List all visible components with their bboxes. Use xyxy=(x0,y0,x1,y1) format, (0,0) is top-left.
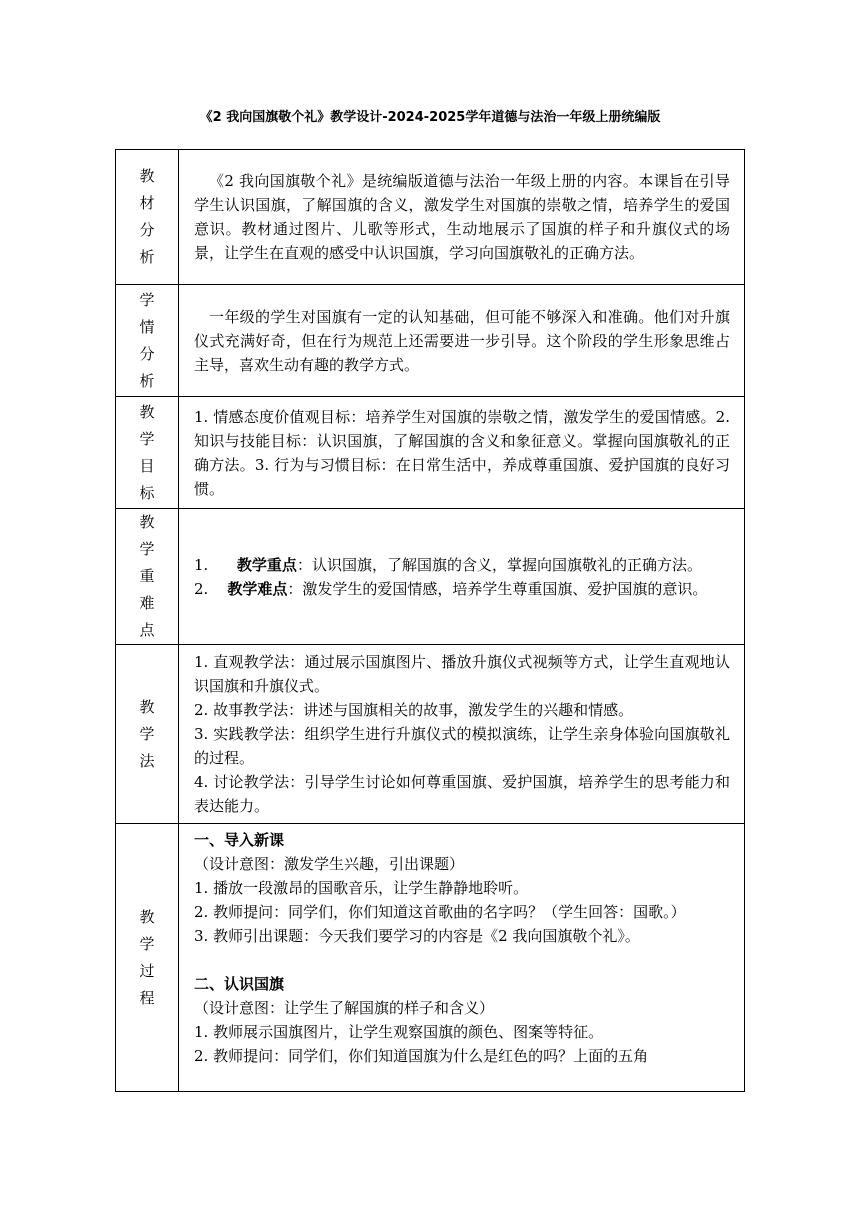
method-item: 4. 讨论教学法：引导学生讨论如何尊重国旗、爱护国旗，培养学生的思考能力和表达能力。 xyxy=(194,773,730,815)
label-char: 目 xyxy=(139,456,155,475)
table-row-teaching-process xyxy=(116,824,745,1092)
row-label-teaching-goals xyxy=(116,397,179,509)
process-step: 2. 教师提问：同学们，你们知道国旗为什么是红色的吗？上面的五角 xyxy=(194,1047,649,1065)
process-step: 2. 教师提问：同学们，你们知道这首歌曲的名字吗？（学生回答：国歌。） xyxy=(194,903,686,921)
label-char: 分 xyxy=(139,221,155,239)
row-content-teaching-goals xyxy=(179,397,745,509)
table-row-teaching-goals xyxy=(116,397,745,509)
label-char: 学 xyxy=(139,429,155,448)
row-label-teaching-methods xyxy=(116,645,179,824)
teaching-goals-text: 1. 情感态度价值观目标：培养学生对国旗的崇敬之情，激发学生的爱国情感。2. 知识与技能目标：认识国旗，了解国旗的含义和象征意义。掌握向国旗敬礼的正确方法。3. 行为与习惯目标：在日常生活中，养成尊重国旗、爱护国旗的良好习惯。 xyxy=(194,407,730,498)
label-char: 析 xyxy=(139,248,155,266)
section-title-know-flag: 二、认识国旗 xyxy=(194,975,285,993)
section-intent: （设计意图：激发学生兴趣，引出课题） xyxy=(194,855,465,873)
label-char: 教 xyxy=(139,513,155,531)
label-char: 学 xyxy=(139,724,155,743)
document-title: 《2 我向国旗敬个礼》教学设计-2024-2025学年道德与法治一年级上册统编版 xyxy=(199,110,661,125)
row-content-material-analysis xyxy=(179,150,745,285)
label-char: 析 xyxy=(139,371,155,390)
table-row-teaching-methods xyxy=(116,645,745,824)
section-title-introduction: 一、导入新课 xyxy=(194,831,285,849)
label-char: 教 xyxy=(139,402,155,421)
label-char: 分 xyxy=(139,344,155,363)
table-row-key-points xyxy=(116,509,745,645)
lesson-plan-table xyxy=(115,149,745,1092)
difficult-point-heading: 教学难点 xyxy=(227,579,288,598)
label-char: 学 xyxy=(139,934,155,953)
label-char: 标 xyxy=(139,483,155,502)
key-point-item xyxy=(194,553,730,577)
label-char: 教 xyxy=(139,907,155,926)
material-analysis-text: 《2 我向国旗敬个礼》是统编版道德与法治一年级上册的内容。本课旨在引导学生认识国旗，了解国旗的含义，激发学生对国旗的崇敬之情，培养学生的爱国意识。教材通过图片、儿歌等形式，生动地展示了国旗的样子和升旗仪式的场景，让学生在直观的感受中认识国旗，学习向国旗敬礼的正确方法。 xyxy=(194,172,730,262)
table-row-material-analysis xyxy=(116,150,745,285)
key-point-number: 1. xyxy=(194,555,209,574)
method-item: 1. 直观教学法：通过展示国旗图片、播放升旗仪式视频等方式，让学生直观地认识国旗和升旗仪式。 xyxy=(194,653,730,695)
label-char: 重 xyxy=(139,567,155,585)
label-char: 程 xyxy=(139,988,155,1007)
label-char: 学 xyxy=(139,540,155,558)
row-label-key-points xyxy=(116,509,179,645)
label-char: 教 xyxy=(139,697,155,716)
process-step: 3. 教师引出课题：今天我们要学习的内容是《2 我向国旗敬个礼》。 xyxy=(194,927,640,945)
section-spacer xyxy=(194,948,730,972)
key-point-heading: 教学重点 xyxy=(236,555,297,574)
label-char: 过 xyxy=(139,961,155,980)
label-char: 教 xyxy=(139,167,155,185)
row-content-teaching-methods xyxy=(179,645,745,824)
difficult-point-text: ：激发学生的爱国情感，培养学生尊重国旗、爱护国旗的意识。 xyxy=(287,579,708,598)
label-char: 学 xyxy=(139,290,155,309)
row-content-key-points xyxy=(179,509,745,645)
table-row-student-analysis xyxy=(116,285,745,397)
section-intent: （设计意图：让学生了解国旗的样子和含义） xyxy=(194,999,495,1017)
method-item: 2. 故事教学法：讲述与国旗相关的故事，激发学生的兴趣和情感。 xyxy=(194,701,634,719)
process-step: 1. 教师展示国旗图片，让学生观察国旗的颜色、图案等特征。 xyxy=(194,1023,604,1041)
label-char: 材 xyxy=(139,194,155,212)
row-label-teaching-process xyxy=(116,824,179,1092)
student-analysis-text: 一年级的学生对国旗有一定的认知基础，但可能不够深入和准确。他们对升旗仪式充满好奇，但在行为规范上还需要进一步引导。这个阶段的学生形象思维占主导，喜欢生动有趣的教学方式。 xyxy=(194,307,730,374)
label-char: 点 xyxy=(139,621,155,639)
row-label-material-analysis xyxy=(116,150,179,285)
row-label-student-analysis xyxy=(116,285,179,397)
row-content-student-analysis xyxy=(179,285,745,397)
label-char: 情 xyxy=(139,317,155,336)
row-content-teaching-process xyxy=(179,824,745,1092)
process-step: 1. 播放一段激昂的国歌音乐，让学生静静地聆听。 xyxy=(194,879,529,897)
label-char: 法 xyxy=(139,751,155,770)
difficult-point-item xyxy=(194,577,730,601)
label-char: 难 xyxy=(139,594,155,612)
key-point-text: ：认识国旗，了解国旗的含义，掌握向国旗敬礼的正确方法。 xyxy=(296,555,702,574)
method-item: 3. 实践教学法：组织学生进行升旗仪式的模拟演练，让学生亲身体验向国旗敬礼的过程。 xyxy=(194,725,730,767)
difficult-point-number: 2. xyxy=(194,579,209,598)
